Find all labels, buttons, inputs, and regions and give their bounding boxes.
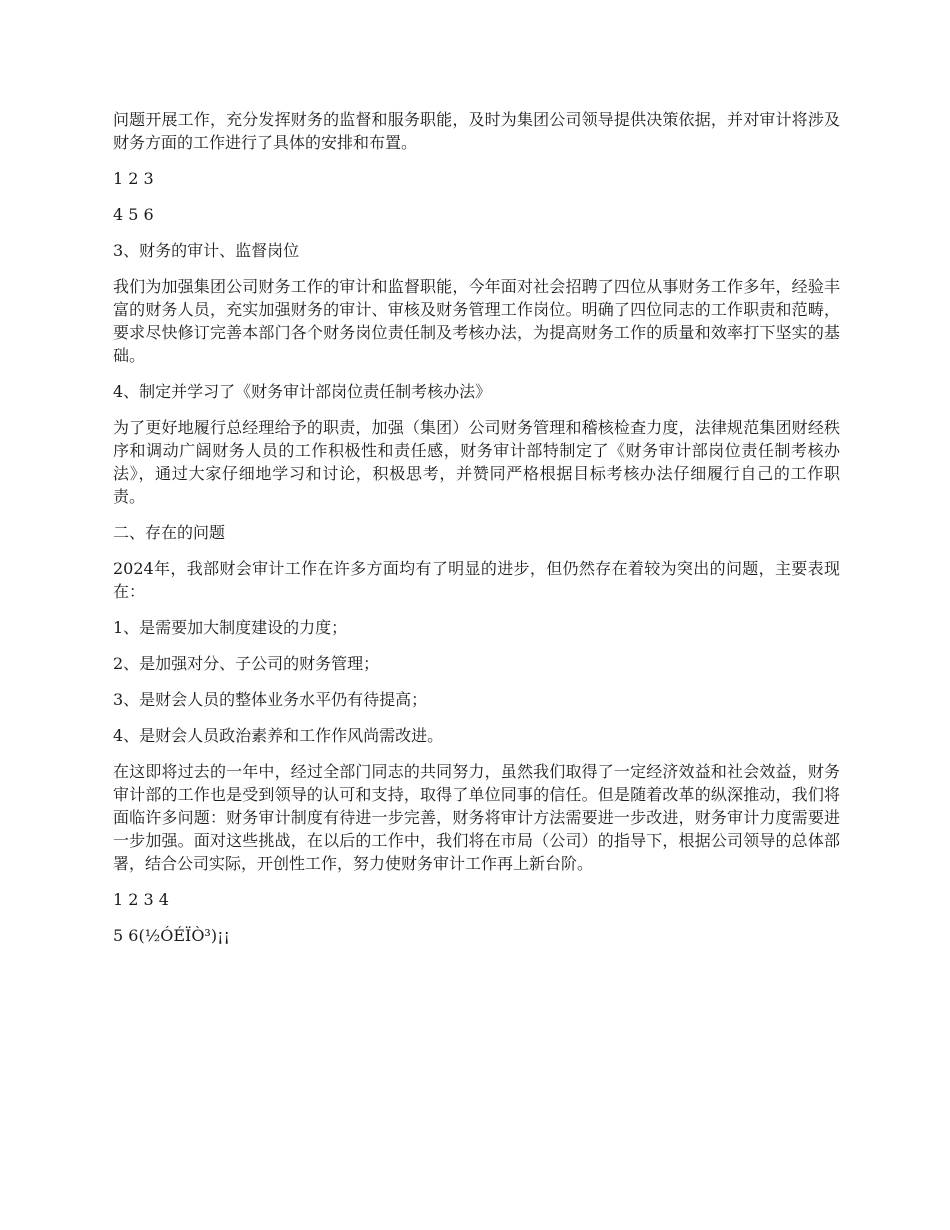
section-heading-assessment-method: 4、制定并学习了《财务审计部岗位责任制考核办法》 <box>113 382 492 401</box>
paragraph-intro-continuation: 问题开展工作，充分发挥财务的监督和服务职能，及时为集团公司领导提供决策依据，并对审计将涉及财务方面的工作进行了具体的安排和布置。 <box>113 110 840 152</box>
page-number-row-2: 4 5 6 <box>113 205 154 224</box>
problem-item-1: 1、是需要加大制度建设的力度； <box>113 618 348 637</box>
problem-item-2: 2、是加强对分、子公司的财务管理； <box>113 654 380 673</box>
problem-item-4: 4、是财会人员政治素养和工作作风尚需改进。 <box>113 726 444 745</box>
document-page <box>113 108 840 960</box>
page-continuation-note: 5 6(½ÓÉÏÒ³)¡¡ <box>113 926 230 945</box>
paragraph-problems-intro: 2024年，我部财会审计工作在许多方面均有了明显的进步，但仍然存在着较为突出的问题，主要表现在： <box>113 559 840 601</box>
paragraph-conclusion: 在这即将过去的一年中，经过全部门同志的共同努力，虽然我们取得了一定经济效益和社会效益，财务审计部的工作也是受到领导的认可和支持，取得了单位同事的信任。但是随着改革的纵深推动，我们将面临许多问题：财务审计制度有待进一步完善，财务将审计方法需要进一步改进，财务审计力度需要进一步加强。面对这些挑战，在以后的工作中，我们将在市局（公司）的指导下，根据公司领导的总体部署，结合公司实际，开创性工作，努力使财务审计工作再上新台阶。 <box>113 762 840 873</box>
section-heading-problems: 二、存在的问题 <box>113 523 226 542</box>
page-number-row-3: 1 2 3 4 <box>113 890 169 909</box>
section-heading-audit-post: 3、财务的审计、监督岗位 <box>113 241 300 260</box>
page-number-row-1: 1 2 3 <box>113 169 154 188</box>
problem-item-3: 3、是财会人员的整体业务水平仍有待提高； <box>113 690 428 709</box>
paragraph-assessment-method: 为了更好地履行总经理给予的职责，加强（集团）公司财务管理和稽核检查力度，法律规范集团财经秩序和调动广阔财务人员的工作积极性和责任感，财务审计部特制定了《财务审计部岗位责任制考核办法》，通过大家仔细地学习和讨论，积极思考，并赞同严格根据目标考核办法仔细履行自己的工作职责。 <box>113 418 840 506</box>
paragraph-audit-post: 我们为加强集团公司财务工作的审计和监督职能，今年面对社会招聘了四位从事财务工作多年，经验丰富的财务人员，充实加强财务的审计、审核及财务管理工作岗位。明确了四位同志的工作职责和范畴，要求尽快修订完善本部门各个财务岗位责任制及考核办法，为提高财务工作的质量和效率打下坚实的基础。 <box>113 277 840 365</box>
